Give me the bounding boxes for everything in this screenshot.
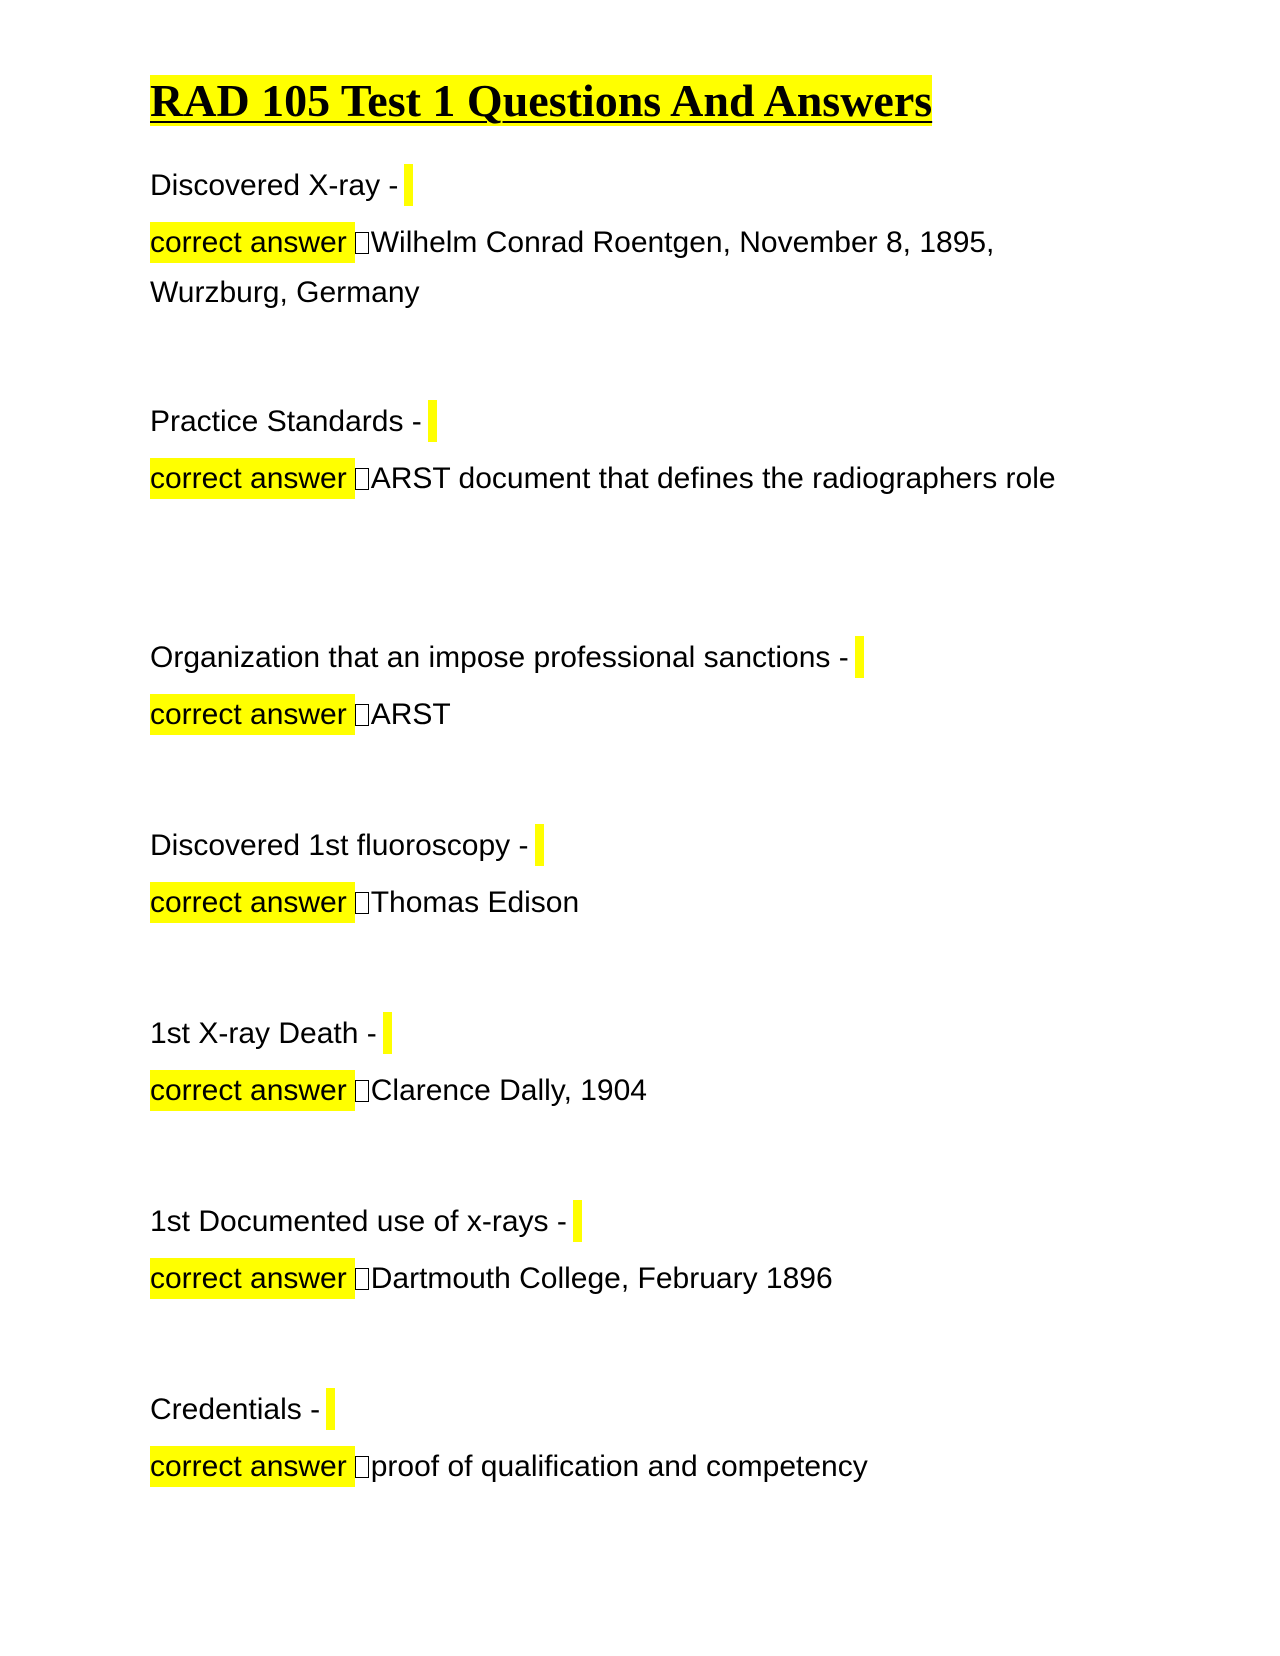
highlight-mark	[573, 1200, 582, 1242]
missing-glyph-icon	[355, 468, 369, 490]
missing-glyph-icon	[355, 704, 369, 726]
answer	[150, 878, 1080, 928]
highlight-mark	[535, 824, 544, 866]
page-title	[150, 74, 932, 128]
highlight-mark	[428, 400, 437, 442]
answer-text: Wilhelm Conrad Roentgen, November 8, 1895, Wurzburg, Germany	[150, 226, 995, 309]
answer-text: ARST document that defines the radiographers role	[370, 462, 1056, 495]
answer-label: correct answer	[150, 1070, 355, 1111]
answer-label: correct answer	[150, 1446, 355, 1487]
highlight-mark	[855, 636, 864, 678]
answer-label: correct answer	[150, 222, 355, 263]
missing-glyph-icon	[355, 232, 369, 254]
question-text: Organization that an impose professional sanctions -	[150, 641, 849, 674]
answer-text: Dartmouth College, February 1896	[370, 1262, 833, 1295]
answer	[150, 218, 1080, 318]
highlight-mark	[404, 164, 413, 206]
answer-text: Thomas Edison	[370, 886, 580, 919]
question-text: Practice Standards -	[150, 405, 422, 438]
qa-item	[150, 1200, 1080, 1304]
question	[150, 1200, 1080, 1242]
answer-label: correct answer	[150, 882, 355, 923]
question	[150, 636, 1080, 678]
question	[150, 164, 1080, 206]
question-text: Discovered X-ray -	[150, 169, 399, 202]
question	[150, 1012, 1080, 1054]
highlight-mark	[383, 1012, 392, 1054]
qa-item	[150, 1012, 1080, 1116]
question-text: 1st Documented use of x-rays -	[150, 1205, 567, 1238]
qa-item	[150, 824, 1080, 928]
missing-glyph-icon	[355, 1456, 369, 1478]
qa-item	[150, 400, 1080, 504]
answer	[150, 454, 1080, 504]
answer-label: correct answer	[150, 694, 355, 735]
answer-label: correct answer	[150, 458, 355, 499]
question	[150, 400, 1080, 442]
missing-glyph-icon	[355, 1268, 369, 1290]
highlight-mark	[326, 1388, 335, 1430]
missing-glyph-icon	[355, 1080, 369, 1102]
missing-glyph-icon	[355, 892, 369, 914]
answer	[150, 1442, 1080, 1492]
answer-text: Clarence Dally, 1904	[370, 1074, 647, 1107]
qa-item	[150, 164, 1080, 318]
answer-text: ARST	[370, 698, 451, 731]
answer-text: proof of qualification and competency	[370, 1450, 868, 1483]
answer-label: correct answer	[150, 1258, 355, 1299]
answer	[150, 690, 1080, 740]
question-text: 1st X-ray Death -	[150, 1017, 377, 1050]
title-highlight: RAD 105 Test 1 Questions And Answers	[150, 75, 933, 126]
question	[150, 1388, 1080, 1430]
question	[150, 824, 1080, 866]
answer	[150, 1066, 1080, 1116]
qa-item	[150, 1388, 1080, 1492]
qa-item	[150, 636, 1080, 740]
question-text: Credentials -	[150, 1393, 321, 1426]
answer	[150, 1254, 1080, 1304]
question-text: Discovered 1st fluoroscopy -	[150, 829, 529, 862]
